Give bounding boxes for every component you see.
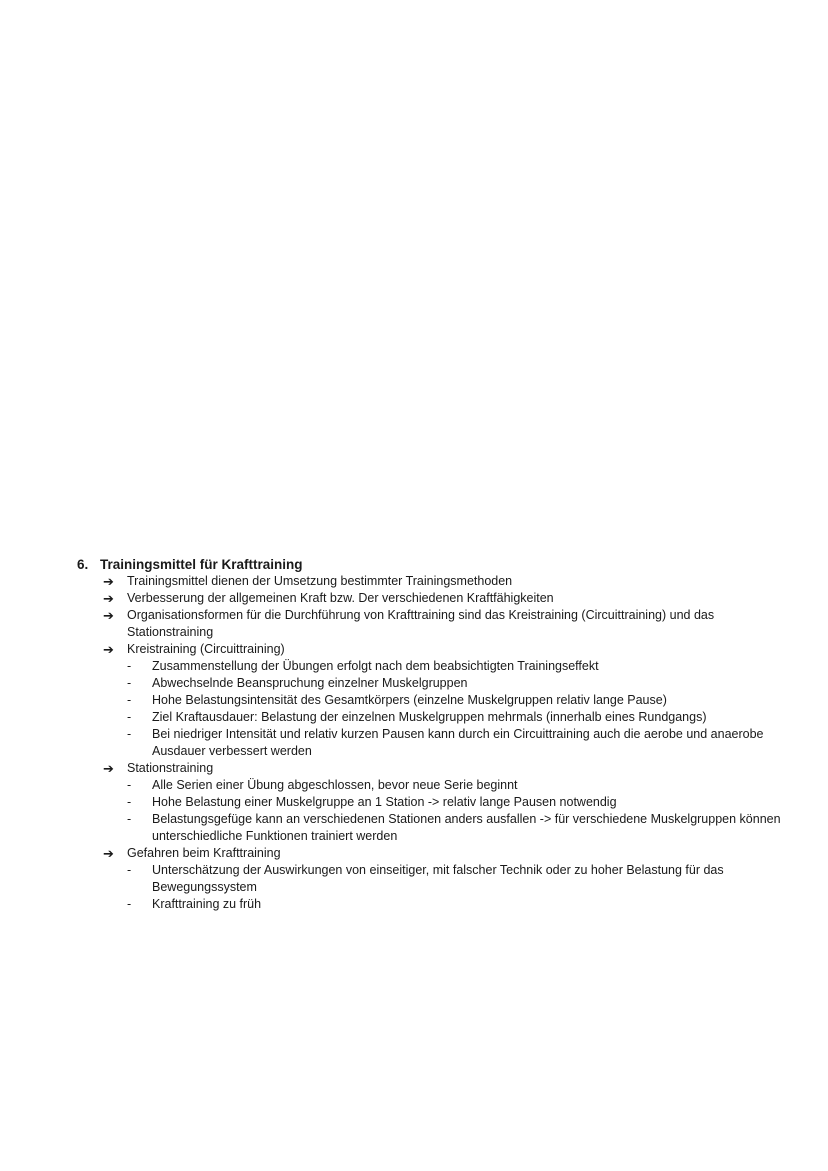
arrow-right-icon: ➔ [103,642,114,657]
sub-list-item-text: Hohe Belastung einer Muskelgruppe an 1 Station -> relativ lange Pausen notwendig [152,795,617,809]
sub-list-item [77,794,787,811]
list-item-text: Verbesserung der allgemeinen Kraft bzw. Der verschiedenen Kraftfähigkeiten [127,591,554,605]
dash-marker: - [127,676,132,690]
arrow-right-icon: ➔ [103,761,114,776]
sub-list-item [77,658,787,675]
section-number: 6. [77,557,89,572]
list-item [77,607,787,641]
section-title: Trainingsmittel für Krafttraining [100,557,303,572]
sub-list-item [77,862,787,896]
list-item [77,760,787,777]
list-item [77,590,787,607]
section-trainingsmittel [77,556,787,913]
list-item [77,845,787,862]
sub-list-item-text: Bei niedriger Intensität und relativ kurzen Pausen kann durch ein Circuittraining auch die aerobe und anaerobe Ausdauer verbessert werden [152,727,764,758]
list-item-text: Stationstraining [127,761,214,775]
sub-list-item [77,692,787,709]
sub-list-item-text: Unterschätzung der Auswirkungen von einseitiger, mit falscher Technik oder zu hoher Belastung für das Bewegungssystem [152,863,724,894]
sub-list-item-text: Belastungsgefüge kann an verschiedenen Stationen anders ausfallen -> für verschiedene Muskelgruppen können unterschiedliche Funktionen trainiert werden [152,812,781,843]
arrow-right-icon: ➔ [103,608,114,623]
dash-marker: - [127,897,132,911]
sub-list-item [77,709,787,726]
list-item [77,573,787,590]
sub-list-item-text: Alle Serien einer Übung abgeschlossen, bevor neue Serie beginnt [152,778,518,792]
dash-marker: - [127,778,132,792]
sub-list-item-text: Zusammenstellung der Übungen erfolgt nach dem beabsichtigten Trainingseffekt [152,659,599,673]
sub-list-item [77,777,787,794]
dash-marker: - [127,795,132,809]
sub-list-item [77,896,787,913]
arrow-right-icon: ➔ [103,591,114,606]
list-item-text: Trainingsmittel dienen der Umsetzung bestimmter Trainingsmethoden [127,574,513,588]
sub-list-item-text: Ziel Kraftausdauer: Belastung der einzelnen Muskelgruppen mehrmals (innerhalb eines Rundgangs) [152,710,707,724]
sub-list-item [77,726,787,760]
section-heading [77,556,787,573]
arrow-right-icon: ➔ [103,846,114,861]
dash-marker: - [127,812,132,826]
sub-list-item [77,811,787,845]
list-item-text: Gefahren beim Krafttraining [127,846,281,860]
sub-list-item [77,675,787,692]
arrow-right-icon: ➔ [103,574,114,589]
sub-list-item-text: Hohe Belastungsintensität des Gesamtkörpers (einzelne Muskelgruppen relativ lange Pause) [152,693,667,707]
list-item [77,641,787,658]
sub-list-item-text: Abwechselnde Beanspruchung einzelner Muskelgruppen [152,676,468,690]
dash-marker: - [127,710,132,724]
bullet-list [77,573,787,913]
dash-marker: - [127,659,132,673]
dash-marker: - [127,693,132,707]
list-item-text: Kreistraining (Circuittraining) [127,642,285,656]
list-item-text: Organisationsformen für die Durchführung von Krafttraining sind das Kreistraining (Circuittraining) und das Stationstraining [127,608,715,639]
dash-marker: - [127,863,132,877]
sub-list-item-text: Krafttraining zu früh [152,897,262,911]
dash-marker: - [127,727,132,741]
